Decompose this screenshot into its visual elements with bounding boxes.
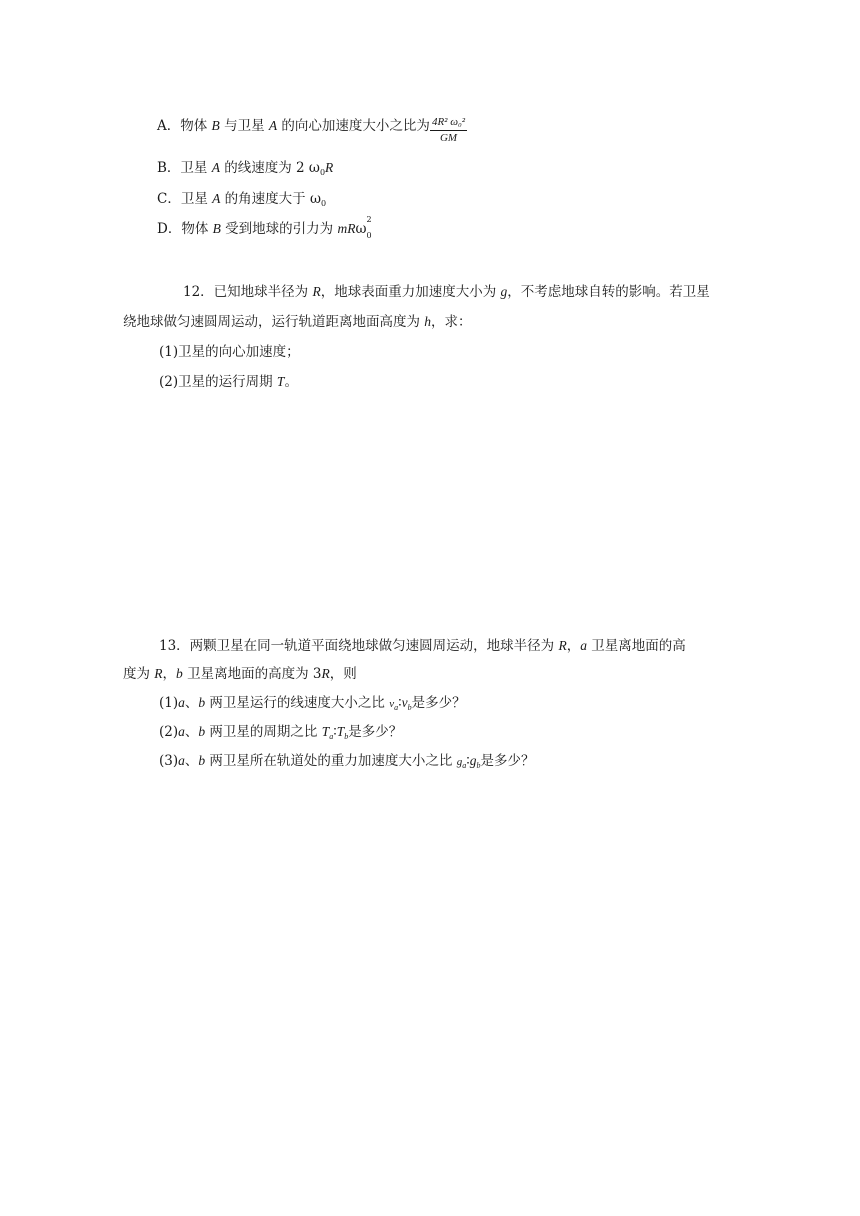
q13-text: 是多少？ (411, 695, 466, 711)
var-b: b (198, 695, 206, 710)
option-a-text2: 的向心加速度大小之比为 (277, 118, 430, 134)
ratio-colon: ∶ (398, 695, 402, 711)
q13-text: 13．两颗卫星在同一轨道平面绕地球做匀速圆周运动，地球半径为 (159, 638, 559, 654)
q13-text: 两卫星的周期之比 (205, 724, 322, 740)
sub-number: (3) (159, 753, 179, 769)
var-v: v (401, 695, 408, 710)
var-r: R (312, 284, 321, 299)
q13-text: ， (162, 666, 177, 682)
ratio-colon: ∶ (333, 724, 337, 740)
q12-sub1 (159, 342, 300, 362)
q13-text: 两卫星运行的线速度大小之比 (205, 695, 390, 711)
q12-text: 12．已知地球半径为 (183, 284, 313, 300)
fraction-denominator: GM (439, 132, 458, 144)
var-v: v (389, 698, 395, 710)
var-mr: mR (337, 221, 356, 236)
subscript: a (394, 703, 399, 712)
q13-line2 (123, 664, 357, 684)
subscript: 0 (319, 168, 326, 177)
q13-text: 是多少？ (480, 753, 535, 769)
q13-text: 是多少？ (348, 724, 403, 740)
separator: 、 (184, 753, 199, 769)
fraction-numerator: 4R² ω₀² (430, 116, 467, 131)
q12-text: ，地球表面重力加速度大小为 (320, 284, 501, 300)
var-b: b (176, 666, 183, 681)
q13-text: 卫星离地面的高度为 3 (182, 666, 322, 682)
subscript: a (329, 732, 334, 741)
q12-text: 。 (284, 374, 298, 390)
q12-line1 (183, 282, 710, 302)
option-d-prefix: D．物体 (157, 221, 213, 237)
q13-text: ， (566, 638, 581, 654)
var-g: g (456, 756, 463, 768)
ratio-colon: ∶ (466, 753, 470, 769)
q13-text: 卫星离地面的高 (586, 638, 686, 654)
var-t: T (276, 374, 285, 389)
sub-number: (2) (159, 724, 179, 740)
var-a: A (268, 118, 278, 133)
var-a: A (212, 191, 221, 206)
var-b: B (211, 118, 220, 133)
var-g: g (500, 284, 508, 299)
q12-text: 绕地球做匀速圆周运动，运行轨道距离地面高度为 (123, 314, 425, 330)
option-b-prefix: B．卫星 (157, 160, 212, 176)
var-r: R (558, 638, 567, 653)
option-c (157, 189, 326, 214)
q12-text: ，不考虑地球自转的影响。若卫星 (507, 284, 710, 300)
subscript: 0 (320, 199, 327, 208)
q13-line1 (159, 636, 686, 656)
option-c-text: 的角速度大于 ω (220, 191, 321, 207)
q12-sub2 (159, 372, 298, 392)
q13-text: ，则 (329, 666, 357, 682)
sub-number: (1) (159, 695, 179, 711)
separator: 、 (184, 724, 199, 740)
subscript: 0 (366, 230, 372, 240)
subscript: a (462, 761, 467, 770)
omega: ω (355, 221, 367, 237)
q13-text: 两卫星所在轨道处的重力加速度大小之比 (205, 753, 457, 769)
var-b: B (212, 221, 221, 236)
subscript: b (344, 732, 349, 741)
var-a: a (178, 724, 185, 739)
superscript: 2 (366, 214, 372, 224)
var-a: a (580, 638, 587, 653)
q13-sub1 (159, 693, 466, 718)
q12-subquestion: (1)卫星的向心加速度； (159, 344, 300, 360)
q12-line2 (123, 312, 472, 332)
q13-text: 度为 (123, 666, 155, 682)
option-c-prefix: C．卫星 (157, 191, 213, 207)
option-a (157, 112, 467, 144)
var-h: h (424, 314, 432, 329)
var-a: A (211, 160, 220, 175)
option-b-text: 的线速度为 2 ω (219, 160, 320, 176)
q12-text: ，求： (431, 314, 472, 330)
option-a-prefix: A．物体 (157, 118, 212, 134)
var-r: R (321, 666, 330, 681)
var-b: b (198, 753, 206, 768)
subscript: b (476, 761, 481, 770)
var-r: R (154, 666, 163, 681)
var-r: R (325, 160, 334, 175)
var-t: T (321, 724, 330, 739)
subscript: b (407, 703, 412, 712)
fraction (430, 116, 467, 145)
option-a-text: 与卫星 (219, 118, 269, 134)
var-a: a (178, 695, 185, 710)
var-b: b (198, 724, 206, 739)
var-t: T (336, 724, 345, 739)
q13-sub2 (159, 722, 402, 747)
separator: 、 (184, 695, 199, 711)
var-g: g (469, 753, 477, 768)
option-d-text: 受到地球的引力为 (220, 221, 338, 237)
q13-sub3 (159, 751, 534, 776)
q12-subquestion: (2)卫星的运行周期 (159, 374, 277, 390)
var-a: a (178, 753, 185, 768)
option-d (157, 214, 372, 240)
option-b (157, 158, 333, 183)
